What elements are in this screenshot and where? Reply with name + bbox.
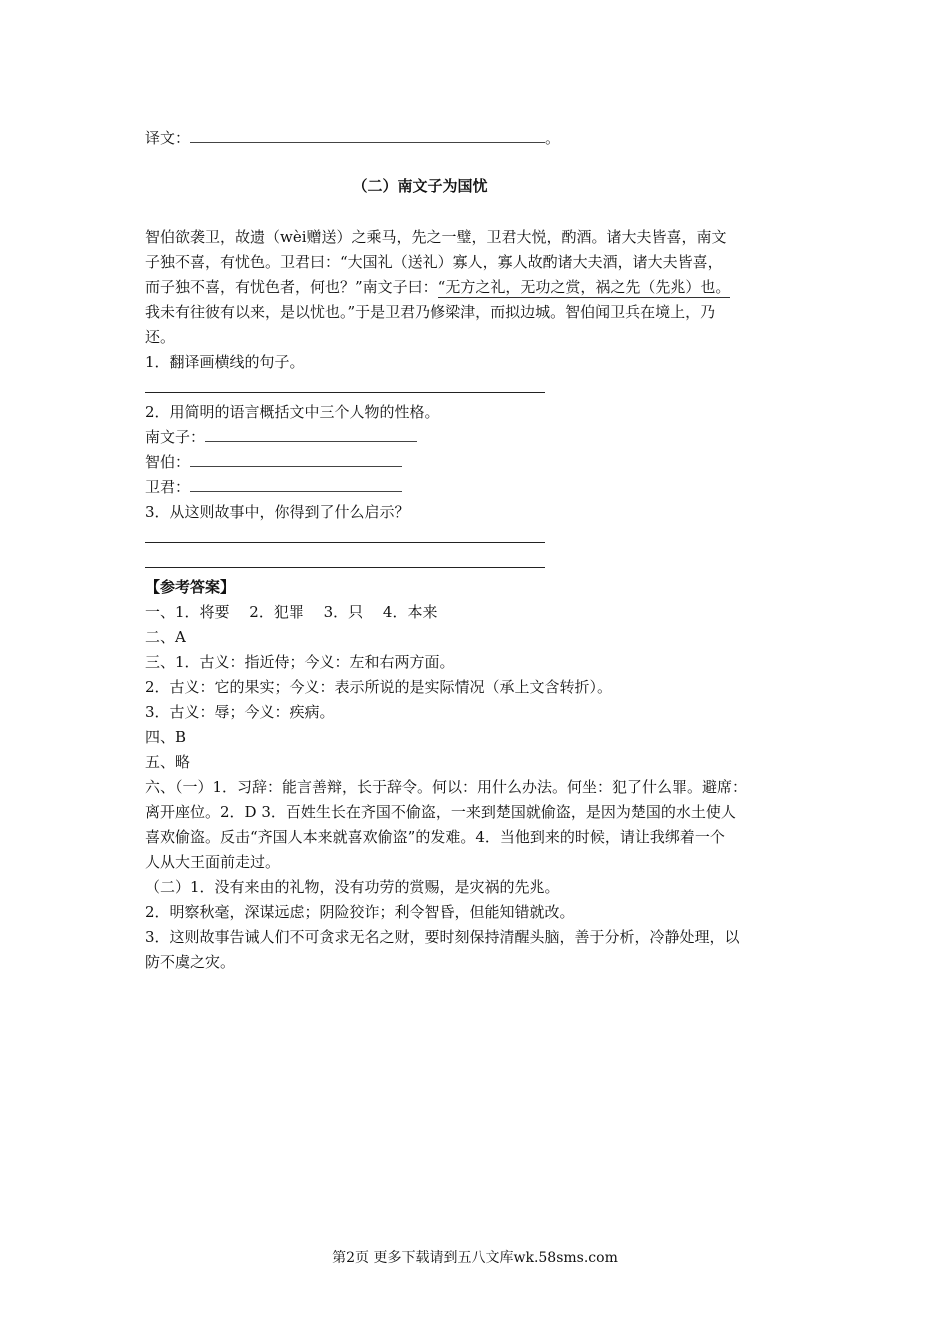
question-1: 1．翻译画横线的句子。 — [145, 353, 305, 371]
answer-item: 喜欢偷盗。反击“齐国人本来就喜欢偷盗”的发难。4．当他到来的时候，请让我绑着一个 — [145, 828, 725, 846]
answer-item: 3．这则故事告诫人们不可贪求无名之财，要时刻保持清醒头脑，善于分析，冷静处理，以 — [145, 928, 740, 946]
passage-line: 子独不喜，有忧色。卫君曰：“大国礼（送礼）寡人，寡人故酌诸大夫酒，诸大夫皆喜， — [145, 253, 723, 271]
question-2: 2．用简明的语言概括文中三个人物的性格。 — [145, 403, 440, 421]
zhibo-answer-blank[interactable] — [190, 452, 402, 467]
passage-line: 智伯欲袭卫，故遗（wèi赠送）之乘马，先之一璧，卫君大悦，酌酒。诸大夫皆喜，南文 — [145, 228, 727, 246]
answer-item: 2．明察秋毫，深谋远虑；阴险狡诈；利令智昏，但能知错就改。 — [145, 903, 575, 921]
page-footer: 第2页 更多下载请到五八文库wk.58sms.com — [332, 1250, 618, 1266]
answer-line[interactable] — [145, 542, 545, 543]
q2-weijun: 卫君： — [145, 477, 402, 497]
answer-item: 3．古义：辱；今义：疾病。 — [145, 703, 335, 721]
passage-line: 我未有往彼有以来，是以忧也。”于是卫君乃修梁津，而拟边城。智伯闻卫兵在境上，乃 — [145, 303, 716, 321]
answer-line[interactable] — [145, 567, 545, 568]
passage-line: 而子独不喜，有忧色者，何也？”南文子曰：“无方之礼，无功之赏，祸之先（先兆）也。 — [145, 278, 731, 296]
underlined-sentence: “无方之礼，无功之赏，祸之先（先兆）也。 — [437, 278, 731, 296]
answer-item: 离开座位。2．D 3．百姓生长在齐国不偷盗，一来到楚国就偷盗，是因为楚国的水土使人 — [145, 803, 736, 821]
answer-item: 五、略 — [145, 753, 191, 771]
answers-heading: 【参考答案】 — [145, 578, 236, 596]
q2-zhibo: 智伯： — [145, 452, 402, 472]
section-title: （二）南文子为国忧 — [352, 177, 488, 195]
answer-item: 2．古义：它的果实；今义：表示所说的是实际情况（承上文含转折）。 — [145, 678, 613, 696]
answer-line[interactable] — [145, 392, 545, 393]
answer-item: 人从大王面前走过。 — [145, 853, 281, 871]
answer-item: 一、1．将要 2．犯罪 3．只 4．本来 — [145, 603, 438, 621]
passage-line: 还。 — [145, 328, 176, 346]
translation-answer-blank[interactable] — [190, 128, 545, 143]
q2-nanwenzi: 南文子： — [145, 427, 417, 447]
translation-prompt: 译文： 。 — [145, 129, 561, 147]
answer-item: 六、（一）1．习辞：能言善辩，长于辞令。何以：用什么办法。何坐：犯了什么罪。避席： — [145, 778, 748, 796]
answer-item: （二）1．没有来由的礼物，没有功劳的赏赐，是灾祸的先兆。 — [145, 878, 560, 896]
answer-item: 二、A — [145, 628, 186, 646]
question-3: 3．从这则故事中，你得到了什么启示？ — [145, 503, 410, 521]
answer-item: 防不虞之灾。 — [145, 953, 236, 971]
answer-item: 四、B — [145, 728, 187, 746]
answer-item: 三、1．古义：指近侍；今义：左和右两方面。 — [145, 653, 455, 671]
weijun-answer-blank[interactable] — [190, 477, 402, 492]
nanwenzi-answer-blank[interactable] — [205, 427, 417, 442]
